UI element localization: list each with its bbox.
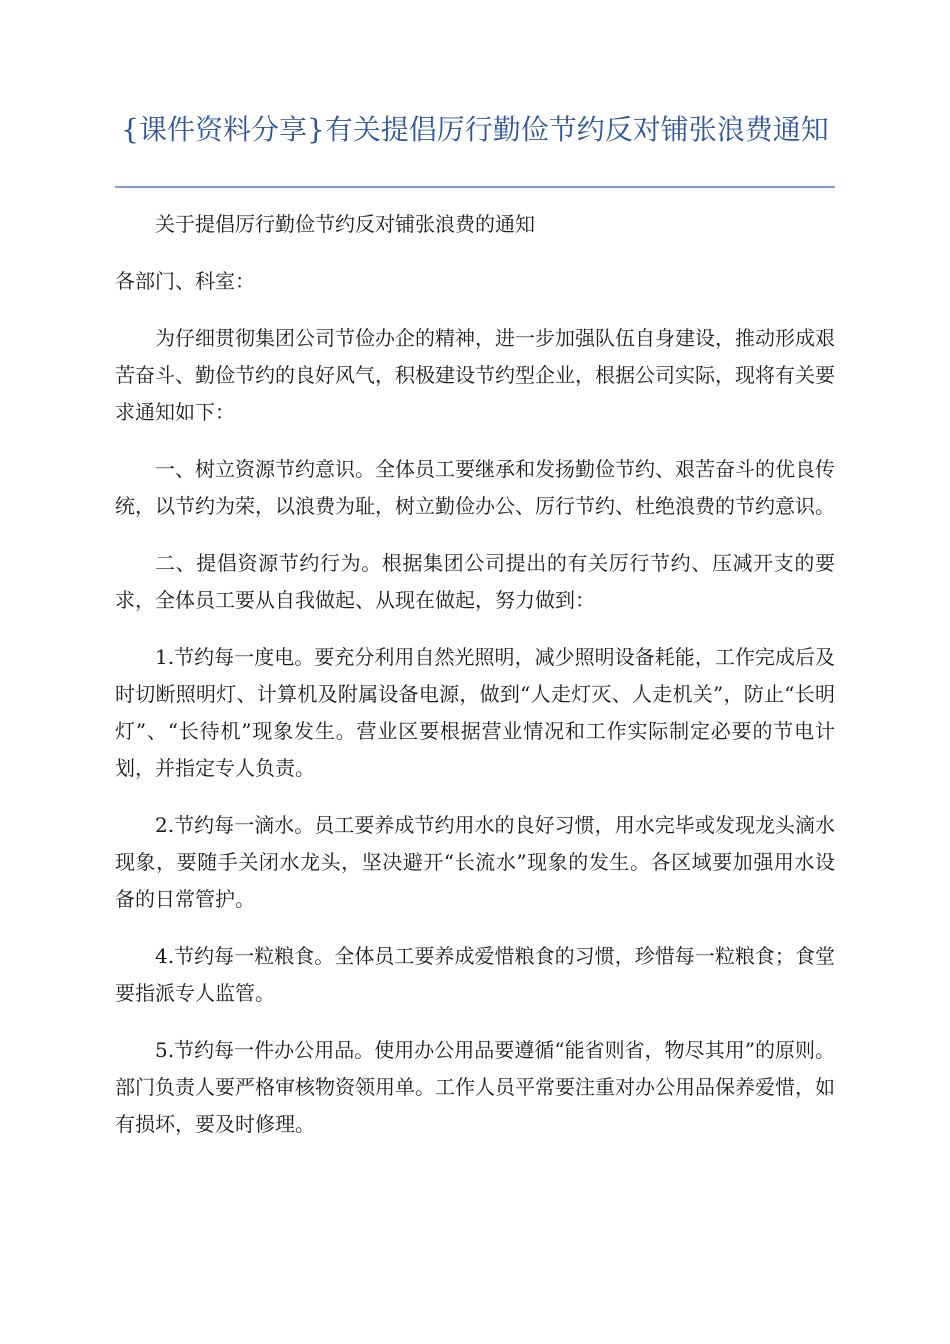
notice-heading: 关于提倡厉行勤俭节约反对铺张浪费的通知 — [155, 212, 535, 236]
item-office-supplies-paragraph: 5.节约每一件办公用品。使用办公用品要遵循“能省则省，物尽其用”的原则。部门负责人要严格审核物资领用单。工作人员平常要注重对办公用品保养爱惜，如有损坏，要及时修理。 — [115, 1038, 835, 1136]
section-one-paragraph: 一、树立资源节约意识。全体员工要继承和发扬勤俭节约、艰苦奋斗的优良传统，以节约为荣，以浪费为耻，树立勤俭办公、厉行节约、杜绝浪费的节约意识。 — [115, 457, 835, 518]
item-electricity-paragraph: 1.节约每一度电。要充分利用自然光照明，减少照明设备耗能，工作完成后及时切断照明灯、计算机及附属设备电源，做到“人走灯灭、人走机关”，防止“长明灯”、“长待机”现象发生。营业区要根据营业情况和工作实际制定必要的节电计划，并指定专人负责。 — [115, 645, 835, 780]
document-title: {课件资料分享}有关提倡厉行勤俭节约反对铺张浪费通知 — [121, 113, 829, 146]
item-food-paragraph: 4.节约每一粒粮食。全体员工要养成爱惜粮食的习惯，珍惜每一粒粮食；食堂要指派专人监管。 — [115, 944, 835, 1005]
title-underline — [115, 186, 835, 188]
salutation: 各部门、科室： — [115, 269, 255, 293]
intro-paragraph: 为仔细贯彻集团公司节俭办企的精神，进一步加强队伍自身建设，推动形成艰苦奋斗、勤俭节约的良好风气，积极建设节约型企业，根据公司实际，现将有关要求通知如下： — [115, 326, 835, 424]
section-two-paragraph: 二、提倡资源节约行为。根据集团公司提出的有关厉行节约、压减开支的要求，全体员工要从自我做起、从现在做起，努力做到： — [115, 551, 835, 612]
document-body — [115, 206, 835, 1163]
item-water-paragraph: 2.节约每一滴水。员工要养成节约用水的良好习惯，用水完毕或发现龙头滴水现象，要随手关闭水龙头，坚决避开“长流水”现象的发生。各区域要加强用水设备的日常管护。 — [115, 813, 835, 911]
